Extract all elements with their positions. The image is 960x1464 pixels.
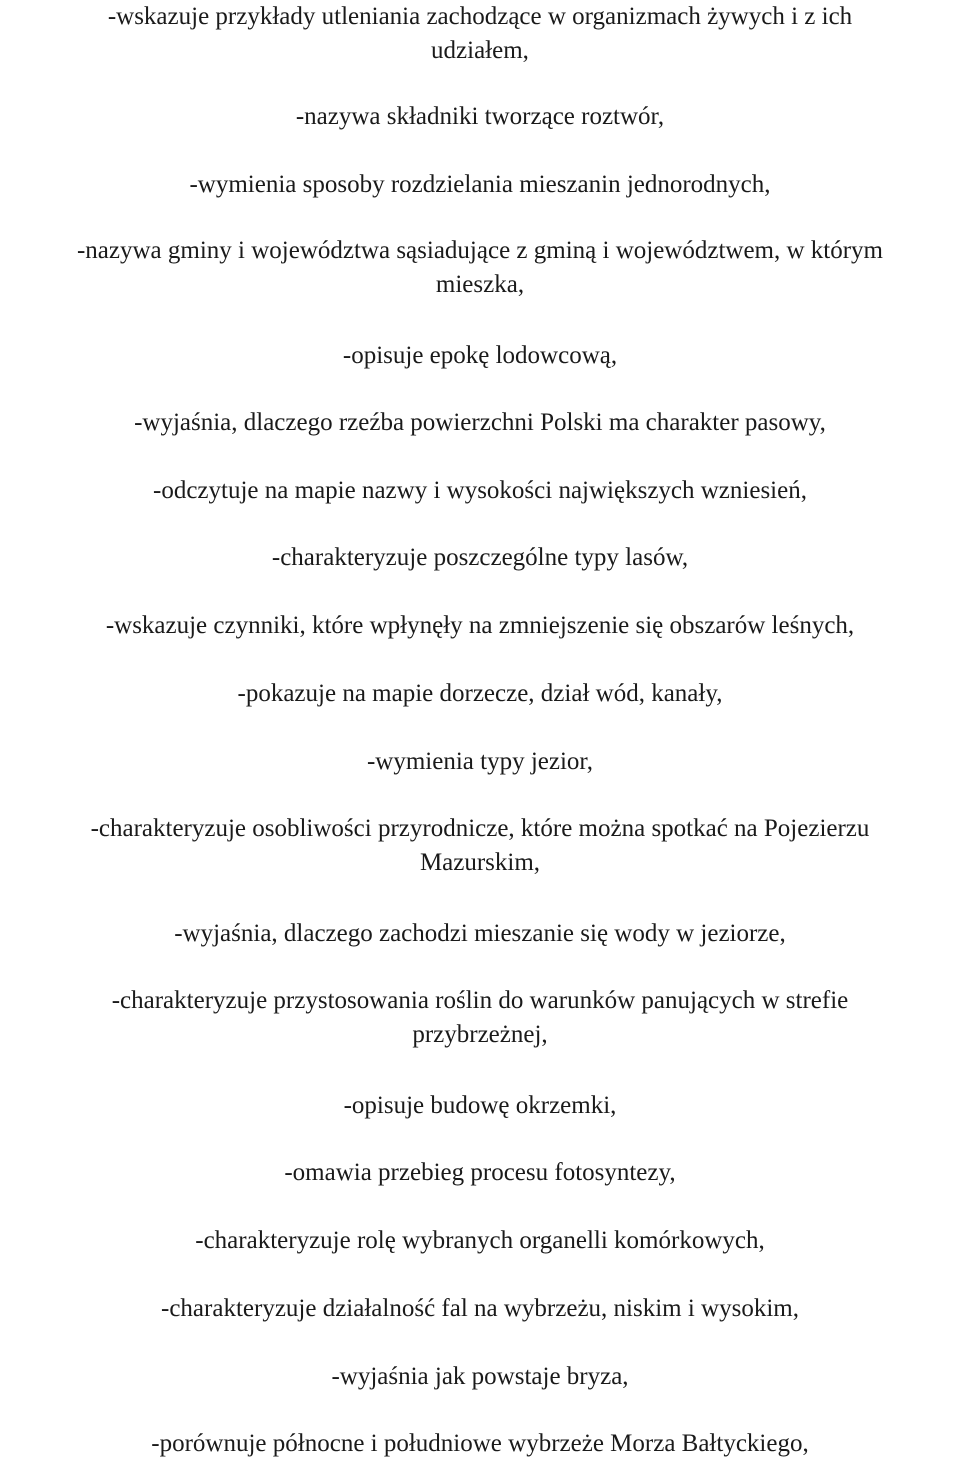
list-item — [0, 0, 960, 68]
item-line: -wymienia typy jezior, — [366, 748, 593, 775]
list-item — [0, 100, 960, 134]
list-item — [0, 168, 960, 202]
item-line: mieszka, — [435, 271, 525, 298]
list-item — [0, 541, 960, 575]
list-item — [0, 812, 960, 880]
list-item — [0, 1089, 960, 1123]
item-line: -wymienia sposoby rozdzielania mieszanin jednorodnych, — [189, 171, 771, 198]
item-line: przybrzeżnej, — [412, 1021, 548, 1048]
list-item — [0, 474, 960, 508]
item-line: -charakteryzuje rolę wybranych organelli komórkowych, — [195, 1227, 765, 1254]
item-line: -wyjaśnia, dlaczego rzeźba powierzchni Polski ma charakter pasowy, — [134, 409, 826, 436]
item-line: -charakteryzuje działalność fal na wybrzeżu, niskim i wysokim, — [161, 1295, 799, 1322]
list-item — [0, 745, 960, 779]
list-item — [0, 917, 960, 951]
list-item — [0, 339, 960, 373]
item-line: -charakteryzuje osobliwości przyrodnicze, które można spotkać na Pojezierzu — [90, 815, 870, 842]
list-item — [0, 609, 960, 643]
list-item — [0, 984, 960, 1052]
item-line: -wskazuje czynniki, które wpłynęły na zmniejszenie się obszarów leśnych, — [105, 612, 855, 639]
item-line: -porównuje północne i południowe wybrzeże Morza Bałtyckiego, — [151, 1430, 809, 1457]
item-line: -wskazuje przykłady utleniania zachodzące w organizmach żywych i z ich — [107, 3, 853, 30]
item-line: udziałem, — [431, 37, 529, 64]
item-line: -charakteryzuje przystosowania roślin do warunków panujących w strefie — [111, 987, 849, 1014]
item-line: -opisuje epokę lodowcową, — [342, 342, 618, 369]
item-line: -nazywa gminy i województwa sąsiadujące z gminą i województwem, w którym — [76, 237, 884, 264]
item-line: -wyjaśnia, dlaczego zachodzi mieszanie się wody w jeziorze, — [174, 920, 786, 947]
list-item — [0, 406, 960, 440]
list-item — [0, 1360, 960, 1394]
list-item — [0, 677, 960, 711]
item-line: -omawia przebieg procesu fotosyntezy, — [284, 1159, 676, 1186]
list-item — [0, 234, 960, 302]
item-line: Mazurskim, — [419, 849, 541, 876]
list-item — [0, 1156, 960, 1190]
item-line: -odczytuje na mapie nazwy i wysokości największych wzniesień, — [153, 477, 807, 504]
item-line: -wyjaśnia jak powstaje bryza, — [331, 1363, 629, 1390]
item-line: -charakteryzuje poszczególne typy lasów, — [271, 544, 689, 571]
item-line: -opisuje budowę okrzemki, — [343, 1092, 617, 1119]
list-item — [0, 1224, 960, 1258]
list-item — [0, 1427, 960, 1461]
item-line: -pokazuje na mapie dorzecze, dział wód, kanały, — [237, 680, 723, 707]
list-item — [0, 1292, 960, 1326]
item-line: -nazywa składniki tworzące roztwór, — [295, 103, 665, 130]
